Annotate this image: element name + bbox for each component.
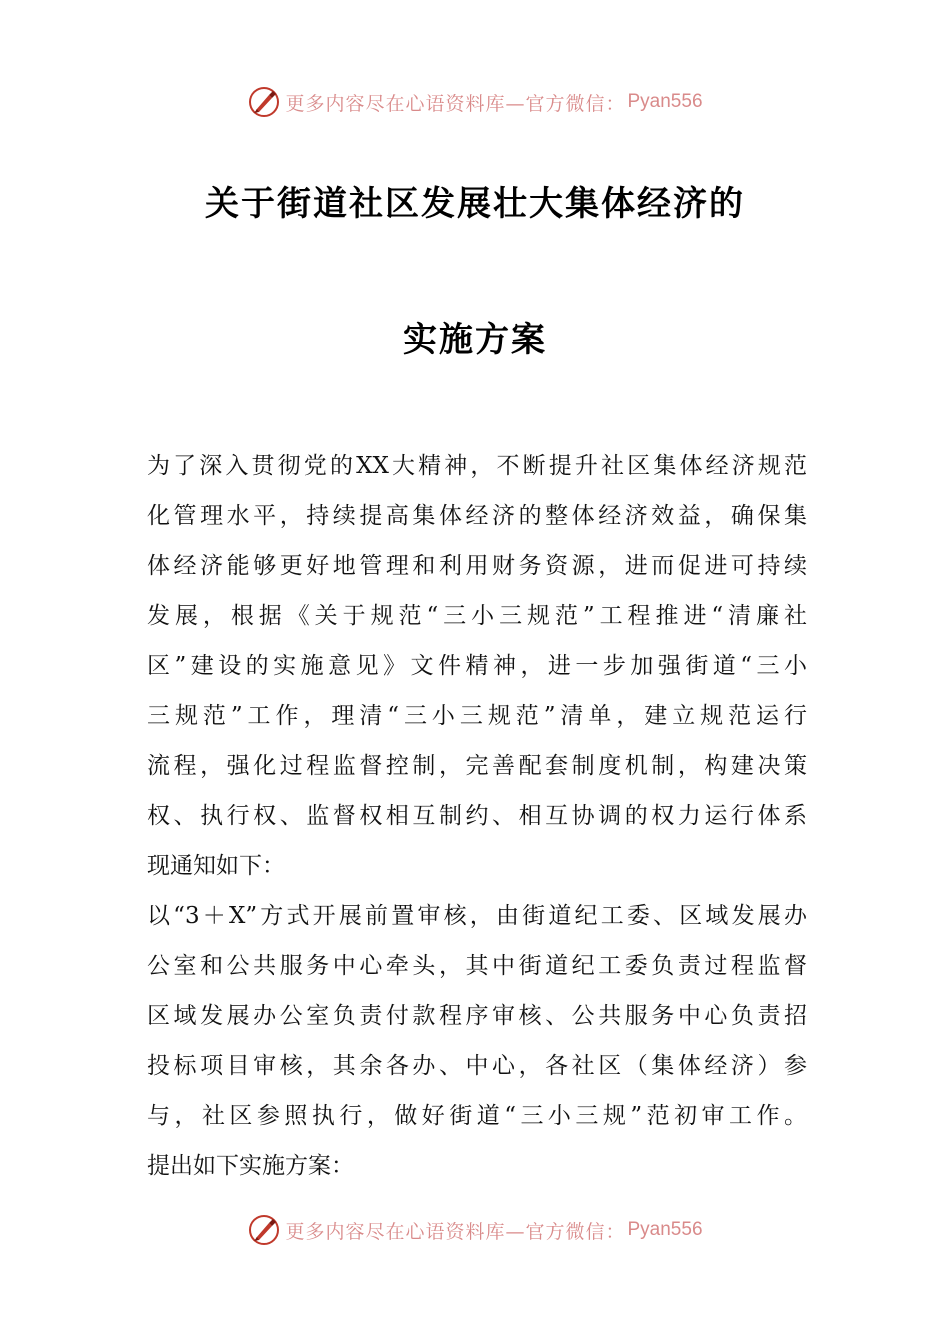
- body-line: 区”建设的实施意见》文件精神，进一步加强街道“三小: [147, 653, 807, 679]
- document-title-line-1: 关于街道社区发展壮大集体经济的: [205, 184, 745, 224]
- body-line: 以“3＋X”方式开展前置审核，由街道纪工委、区域发展办: [147, 903, 807, 929]
- body-line: 为了深入贯彻党的XX大精神，不断提升社区集体经济规范: [147, 453, 807, 479]
- body-line: 提出如下实施方案：: [147, 1153, 354, 1179]
- body-line: 现通知如下：: [147, 853, 285, 879]
- body-line: 发展，根据《关于规范“三小三规范”工程推进“清廉社: [147, 603, 807, 629]
- document-body: [147, 441, 807, 1191]
- body-line: 权、执行权、监督权相互制约、相互协调的权力运行体系: [147, 803, 807, 829]
- pen-logo-icon: [247, 85, 281, 119]
- body-line: 体经济能够更好地管理和利用财务资源，进而促进可持续: [147, 553, 807, 579]
- watermark-text: 更多内容尽在心语资料库—官方微信：: [285, 1220, 626, 1243]
- body-line: 化管理水平，持续提高集体经济的整体经济效益，确保集: [147, 503, 807, 529]
- footer-watermark: [0, 1210, 950, 1250]
- body-line: 与，社区参照执行，做好街道“三小三规”范初审工作。: [147, 1103, 807, 1129]
- pen-logo-icon: [247, 1213, 281, 1247]
- watermark-wechat-id: Pyan556: [627, 1219, 703, 1240]
- header-watermark: [0, 82, 950, 122]
- body-line: 投标项目审核，其余各办、中心，各社区（集体经济）参: [147, 1053, 807, 1079]
- body-line: 区域发展办公室负责付款程序审核、公共服务中心负责招: [147, 1003, 807, 1029]
- watermark-text: 更多内容尽在心语资料库—官方微信：: [285, 92, 626, 115]
- document-title-line-2: 实施方案: [403, 320, 547, 360]
- body-line: 流程，强化过程监督控制，完善配套制度机制，构建决策: [147, 753, 807, 779]
- watermark-wechat-id: Pyan556: [627, 91, 703, 112]
- body-line: 三规范”工作，理清“三小三规范”清单，建立规范运行: [147, 703, 807, 729]
- body-line: 公室和公共服务中心牵头，其中街道纪工委负责过程监督: [147, 953, 807, 979]
